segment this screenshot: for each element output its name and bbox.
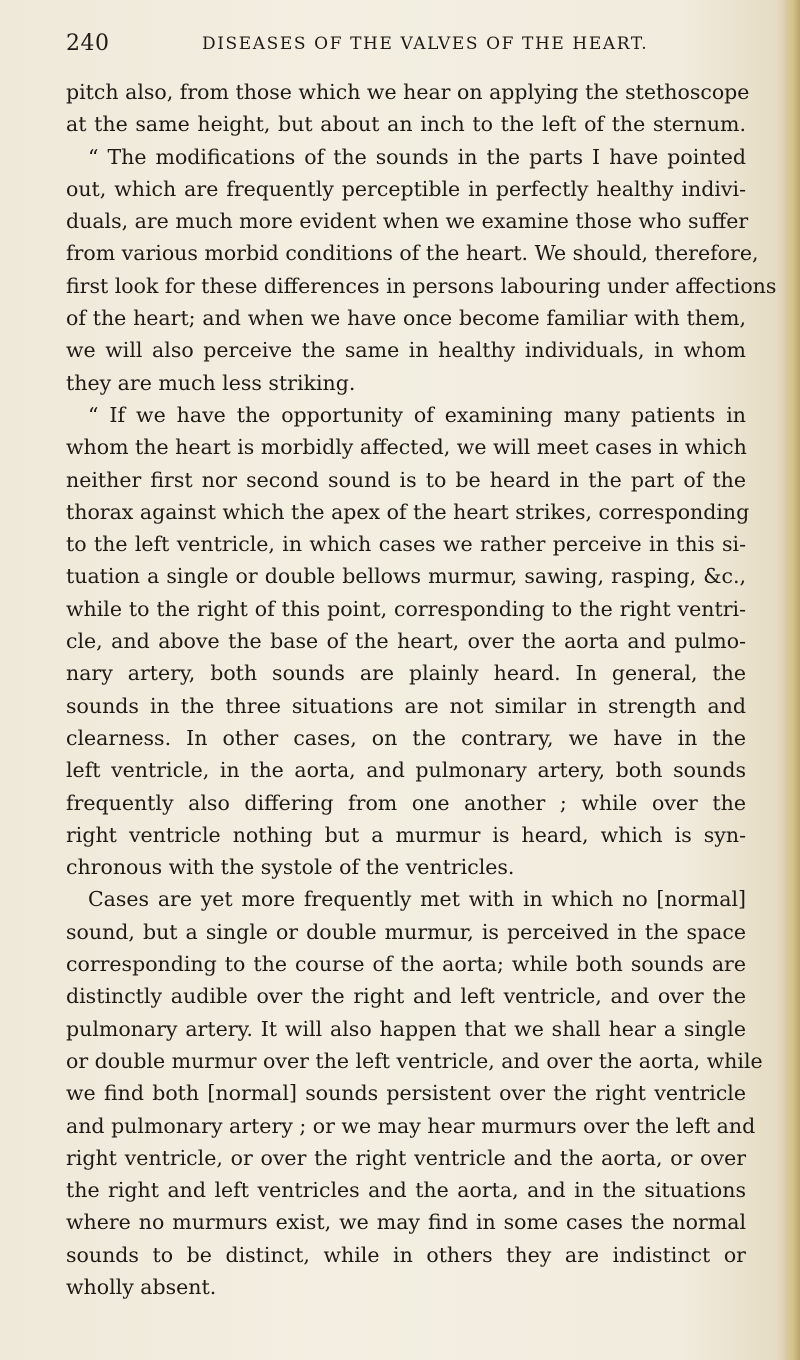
page-number: 240 xyxy=(66,31,110,56)
text-line: we find both [normal] sounds persistent over the right ventricle xyxy=(66,1081,746,1106)
text-line: pulmonary artery. It will also happen that we shall hear a single xyxy=(66,1016,746,1041)
running-head xyxy=(66,31,746,59)
text-line: frequently also differing from one another ; while over the xyxy=(66,790,746,815)
text-line: tuation a single or double bellows murmur, sawing, rasping, &c., xyxy=(66,564,746,589)
text-line: clearness. In other cases, on the contrary, we have in the xyxy=(66,725,746,750)
text-line: chronous with the systole of the ventricles. xyxy=(66,855,515,880)
text-line: pitch also, from those which we hear on applying the stethoscope xyxy=(66,80,750,104)
body-text xyxy=(66,76,777,1303)
text-line: right ventricle nothing but a murmur is heard, which is syn- xyxy=(66,822,746,847)
text-line: at the same height, but about an inch to the left of the sternum. xyxy=(66,112,746,137)
text-line: right ventricle, or over the right ventricle and the aorta, or over xyxy=(66,1145,746,1170)
text-line: thorax against which the apex of the heart strikes, corresponding xyxy=(66,499,750,524)
text-line: from various morbid conditions of the heart. We should, therefore, xyxy=(66,241,759,266)
text-line: sounds in the three situations are not similar in strength and xyxy=(66,693,746,718)
text-line: to the left ventricle, in which cases we rather perceive in this si- xyxy=(66,532,746,557)
text-line: whom the heart is morbidly affected, we will meet cases in which xyxy=(66,435,747,460)
text-line: sounds to be distinct, while in others they are indistinct or xyxy=(66,1242,746,1267)
text-line: nary artery, both sounds are plainly heard. In general, the xyxy=(66,661,746,686)
text-line: or double murmur over the left ventricle, and over the aorta, while xyxy=(66,1048,763,1073)
text-line: cle, and above the base of the heart, over the aorta and pulmo- xyxy=(66,629,746,654)
text-line: left ventricle, in the aorta, and pulmonary artery, both sounds xyxy=(66,758,746,783)
running-title: DISEASES OF THE VALVES OF THE HEART. xyxy=(202,34,649,54)
text-line: “ The modifications of the sounds in the parts I have pointed xyxy=(88,144,746,169)
text-line: while to the right of this point, corresponding to the right ventri- xyxy=(66,596,746,621)
text-line: Cases are yet more frequently met with in which no [normal] xyxy=(88,887,746,912)
text-line: duals, are much more evident when we examine those who suffer xyxy=(66,209,749,234)
text-line: distinctly audible over the right and left ventricle, and over the xyxy=(66,984,746,1009)
text-line: corresponding to the course of the aorta; while both sounds are xyxy=(66,952,746,977)
text-line: first look for these differences in persons labouring under affections xyxy=(66,273,777,298)
text-line: neither first nor second sound is to be heard in the part of the xyxy=(66,467,746,492)
text-line: where no murmurs exist, we may find in some cases the normal xyxy=(66,1210,746,1235)
text-line: sound, but a single or double murmur, is perceived in the space xyxy=(66,919,746,944)
text-line: the right and left ventricles and the aorta, and in the situations xyxy=(66,1178,746,1203)
text-line: “ If we have the opportunity of examining many patients in xyxy=(88,402,746,427)
text-line: of the heart; and when we have once become familiar with them, xyxy=(66,306,746,331)
text-line: we will also perceive the same in healthy individuals, in whom xyxy=(66,338,746,363)
text-line: and pulmonary artery ; or we may hear murmurs over the left and xyxy=(66,1113,756,1138)
page-edge xyxy=(784,0,800,1360)
text-line: they are much less striking. xyxy=(66,370,356,395)
text-line: out, which are frequently perceptible in perfectly healthy indivi- xyxy=(66,176,746,201)
text-line: wholly absent. xyxy=(66,1274,217,1299)
